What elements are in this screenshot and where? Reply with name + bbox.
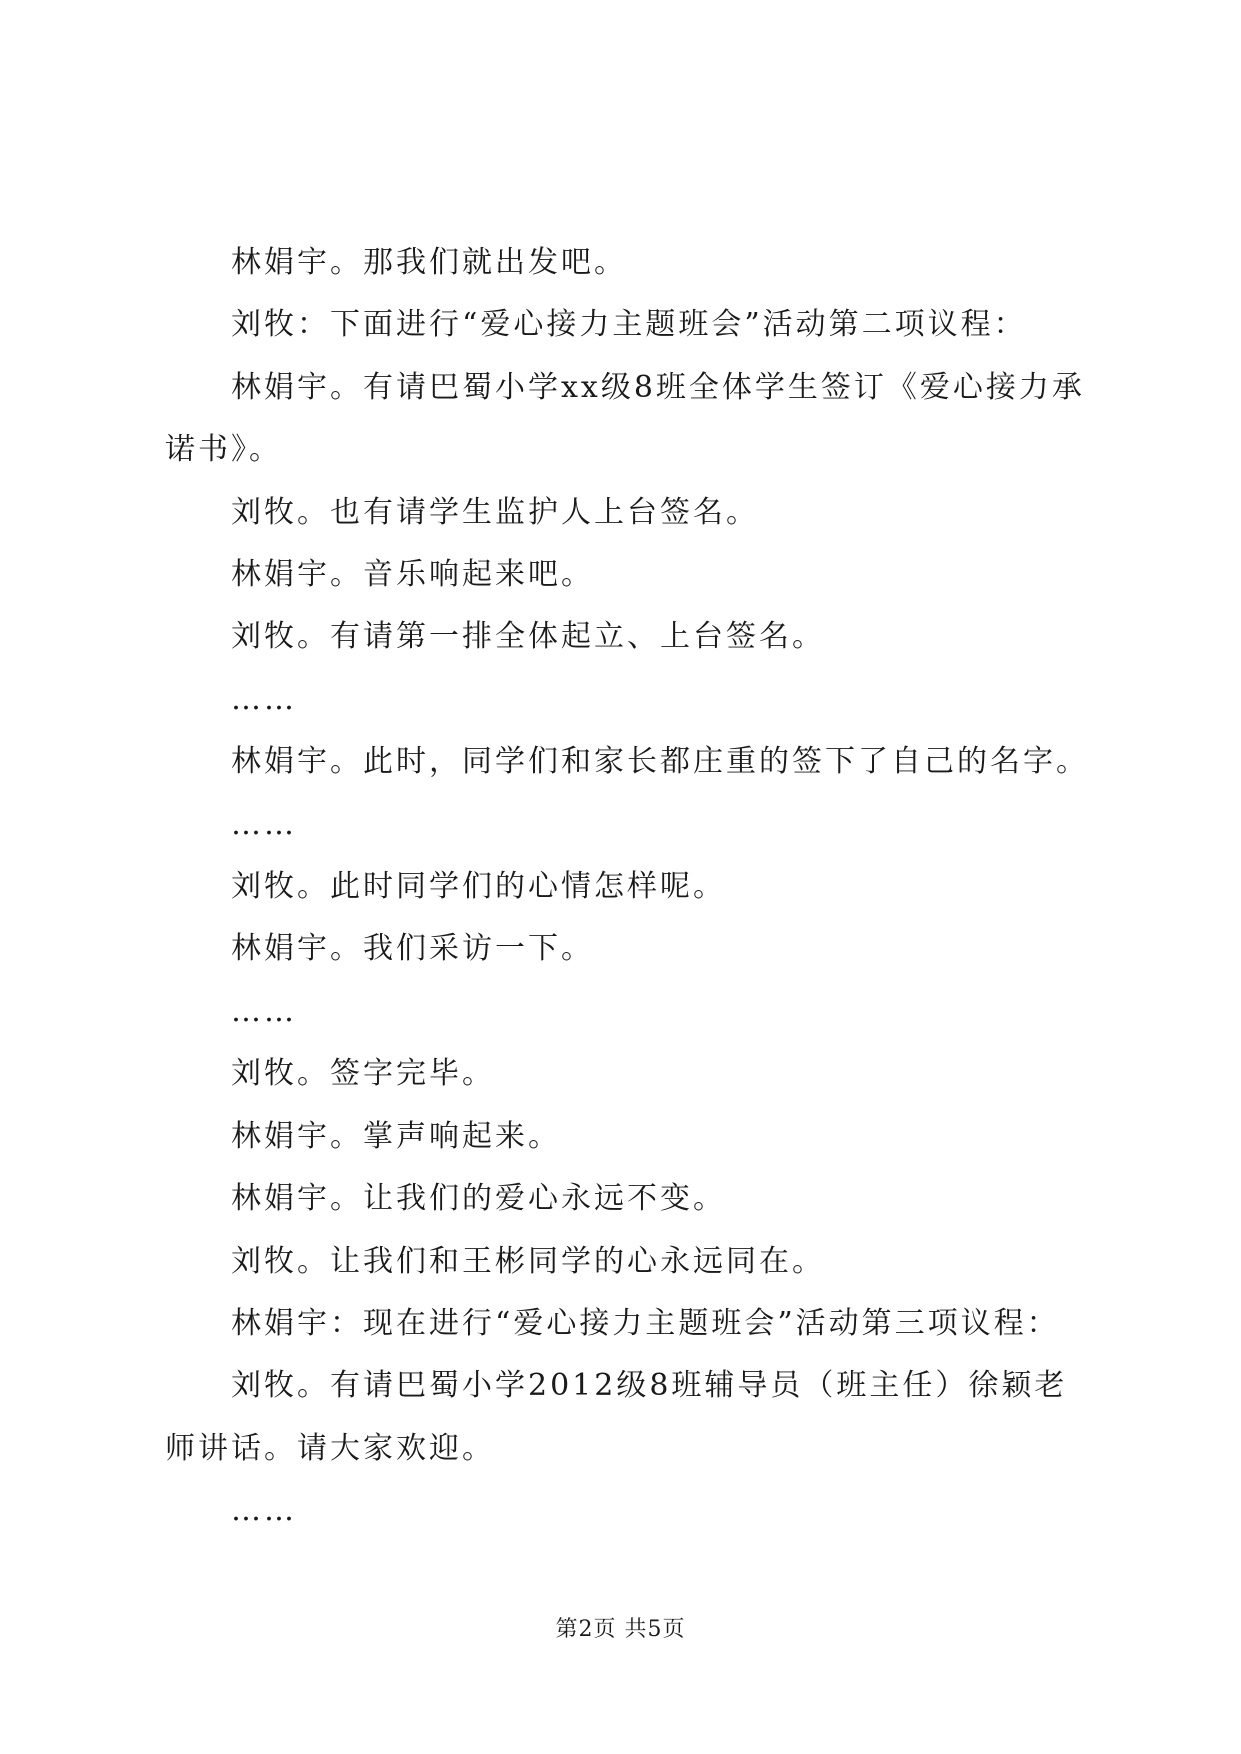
page-footer: 第2页 共5页 [555,1617,686,1642]
paragraph: 刘牧：下面进行“爱心接力主题班会”活动第二项议程： [231,307,1027,343]
document-body [165,232,1095,1543]
paragraph: 林娟宇。掌声响起来。 [231,1118,561,1154]
paragraph: 刘牧。有请第一排全体起立、上台签名。 [231,619,825,655]
paragraph: 刘牧。让我们和王彬同学的心永远同在。 [231,1243,825,1279]
paragraph: 林娟宇。音乐响起来吧。 [231,557,594,593]
paragraph: 刘牧。有请巴蜀小学2012级8班辅导员（班主任）徐颖老师讲话。请大家欢迎。 [165,1368,1068,1466]
ellipsis-line: …… [231,806,297,842]
paragraph: 刘牧。也有请学生监护人上台签名。 [231,494,759,530]
paragraph: 林娟宇：现在进行“爱心接力主题班会”活动第三项议程： [231,1305,1060,1341]
ellipsis-line: …… [231,1493,297,1529]
paragraph: 林娟宇。此时，同学们和家长都庄重的签下了自己的名字。 [231,744,1089,780]
paragraph: 林娟宇。那我们就出发吧。 [231,245,627,280]
paragraph: 林娟宇。我们采访一下。 [231,931,594,967]
paragraph: 林娟宇。让我们的爱心永远不变。 [231,1181,726,1217]
paragraph: 林娟宇。有请巴蜀小学xx级8班全体学生签订《爱心接力承诺书》。 [165,369,1085,468]
paragraph: 刘牧。此时同学们的心情怎样呢。 [231,869,726,905]
ellipsis-line: …… [231,993,297,1029]
paragraph: 刘牧。签字完毕。 [231,1056,495,1092]
ellipsis-line: …… [231,681,297,717]
